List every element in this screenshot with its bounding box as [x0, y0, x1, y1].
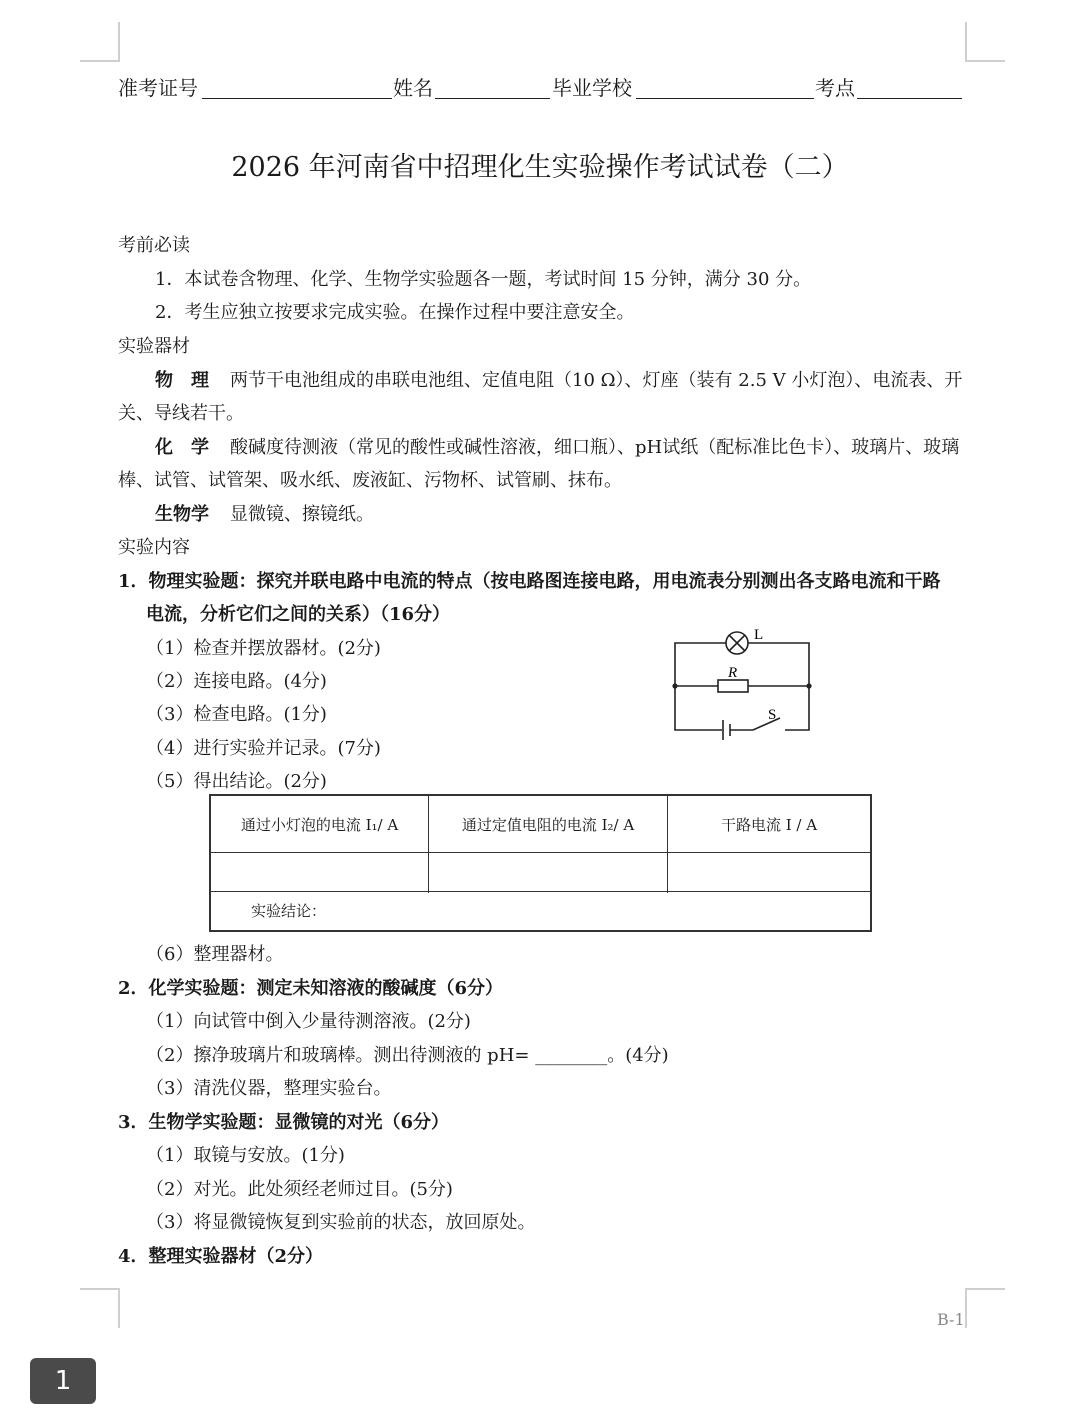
table-header-resistor-current: 通过定值电阻的电流 I₂/ A — [429, 796, 668, 852]
q2-step: （1）向试管中倒入少量待测溶液。(2分) — [146, 1011, 471, 1032]
name-blank[interactable] — [435, 98, 550, 99]
q3-step: （2）对光。此处须经老师过目。(5分) — [146, 1179, 453, 1200]
notice-heading: 考前必读 — [118, 235, 190, 256]
q3-step: （1）取镜与安放。(1分) — [146, 1145, 345, 1166]
q3-title: 3．生物学实验题：显微镜的对光（6分） — [118, 1112, 450, 1133]
site-label: 考点 — [815, 76, 855, 100]
data-table — [209, 794, 872, 932]
table-cell-divider — [667, 853, 668, 893]
conclusion-label: 实验结论： — [251, 902, 327, 920]
exam-id-label: 准考证号 — [118, 76, 198, 100]
lamp-label: L — [754, 627, 764, 643]
physics-label: 物 理 — [155, 370, 209, 391]
crop-mark-top-left — [80, 22, 120, 62]
junction-dot — [672, 683, 677, 688]
notice-item: 2．考生应独立按要求完成实验。在操作过程中要注意安全。 — [155, 302, 635, 323]
q1-step: （1）检查并摆放器材。(2分) — [146, 638, 381, 659]
q2-step: （3）清洗仪器，整理实验台。 — [146, 1078, 392, 1099]
biology-label: 生物学 — [155, 504, 209, 525]
q4-title: 4．整理实验器材（2分） — [118, 1246, 324, 1267]
circuit-wire — [748, 643, 809, 686]
circuit-diagram — [665, 618, 825, 746]
junction-dot — [806, 683, 811, 688]
chemistry-label: 化 学 — [155, 437, 209, 458]
equipment-heading: 实验器材 — [118, 336, 190, 357]
biology-equipment: 显微镜、擦镜纸。 — [230, 504, 374, 525]
table-header-main-current: 干路电流 I / A — [720, 815, 818, 834]
q1-step: （6）整理器材。 — [146, 944, 284, 965]
q1-step: （5）得出结论。(2分) — [146, 771, 327, 792]
physics-equipment-cont: 关、导线若干。 — [118, 403, 244, 424]
chemistry-equipment-cont: 棒、试管、试管架、吸水纸、废液缸、污物杯、试管刷、抹布。 — [118, 470, 622, 491]
crop-mark-bottom-right — [965, 1288, 1005, 1328]
q1-step: （3）检查电路。(1分) — [146, 704, 327, 725]
crop-mark-bottom-left — [80, 1288, 120, 1328]
table-cell-divider — [428, 853, 429, 893]
resistor-label: R — [728, 665, 738, 681]
q2-step: （2）擦净玻璃片和玻璃棒。测出待测液的 pH= ________。(4分) — [146, 1045, 669, 1066]
q3-step: （3）将显微镜恢复到实验前的状态，放回原处。 — [146, 1212, 536, 1233]
table-header-lamp-current: 通过小灯泡的电流 I₁/ A — [211, 796, 429, 852]
page-title: 2026 年河南省中招理化生实验操作考试试卷（二） — [231, 152, 849, 183]
q2-title: 2．化学实验题：测定未知溶液的酸碱度（6分） — [118, 978, 504, 999]
q1-title: 1．物理实验题：探究并联电路中电流的特点（按电路图连接电路，用电流表分别测出各支路电流和干路 — [118, 571, 941, 592]
q1-step: （4）进行实验并记录。(7分) — [146, 738, 381, 759]
table-row[interactable] — [211, 852, 870, 892]
crop-mark-top-right — [965, 22, 1005, 62]
page-code: B-1 — [937, 1310, 965, 1329]
page-number-badge[interactable]: 1 — [30, 1358, 96, 1404]
exam-id-blank[interactable] — [202, 98, 392, 99]
resistor-icon — [718, 680, 748, 692]
physics-equipment: 两节干电池组成的串联电池组、定值电阻（10 Ω）、灯座（装有 2.5 V 小灯泡）、电流表、开 — [230, 370, 963, 391]
content-heading: 实验内容 — [118, 537, 190, 558]
circuit-wire — [785, 686, 809, 730]
switch-label: S — [768, 707, 777, 723]
q1-title-cont: 电流，分析它们之间的关系）（16分） — [146, 604, 451, 625]
school-blank[interactable] — [636, 98, 814, 99]
chemistry-equipment: 酸碱度待测液（常见的酸性或碱性溶液，细口瓶）、pH试纸（配标准比色卡）、玻璃片、玻璃 — [230, 437, 960, 458]
notice-item: 1．本试卷含物理、化学、生物学实验题各一题，考试时间 15 分钟，满分 30 分。 — [155, 269, 812, 290]
name-label: 姓名 — [393, 76, 433, 100]
school-label: 毕业学校 — [552, 76, 632, 100]
site-blank[interactable] — [857, 98, 962, 99]
circuit-wire — [675, 686, 722, 730]
q1-step: （2）连接电路。(4分) — [146, 671, 327, 692]
